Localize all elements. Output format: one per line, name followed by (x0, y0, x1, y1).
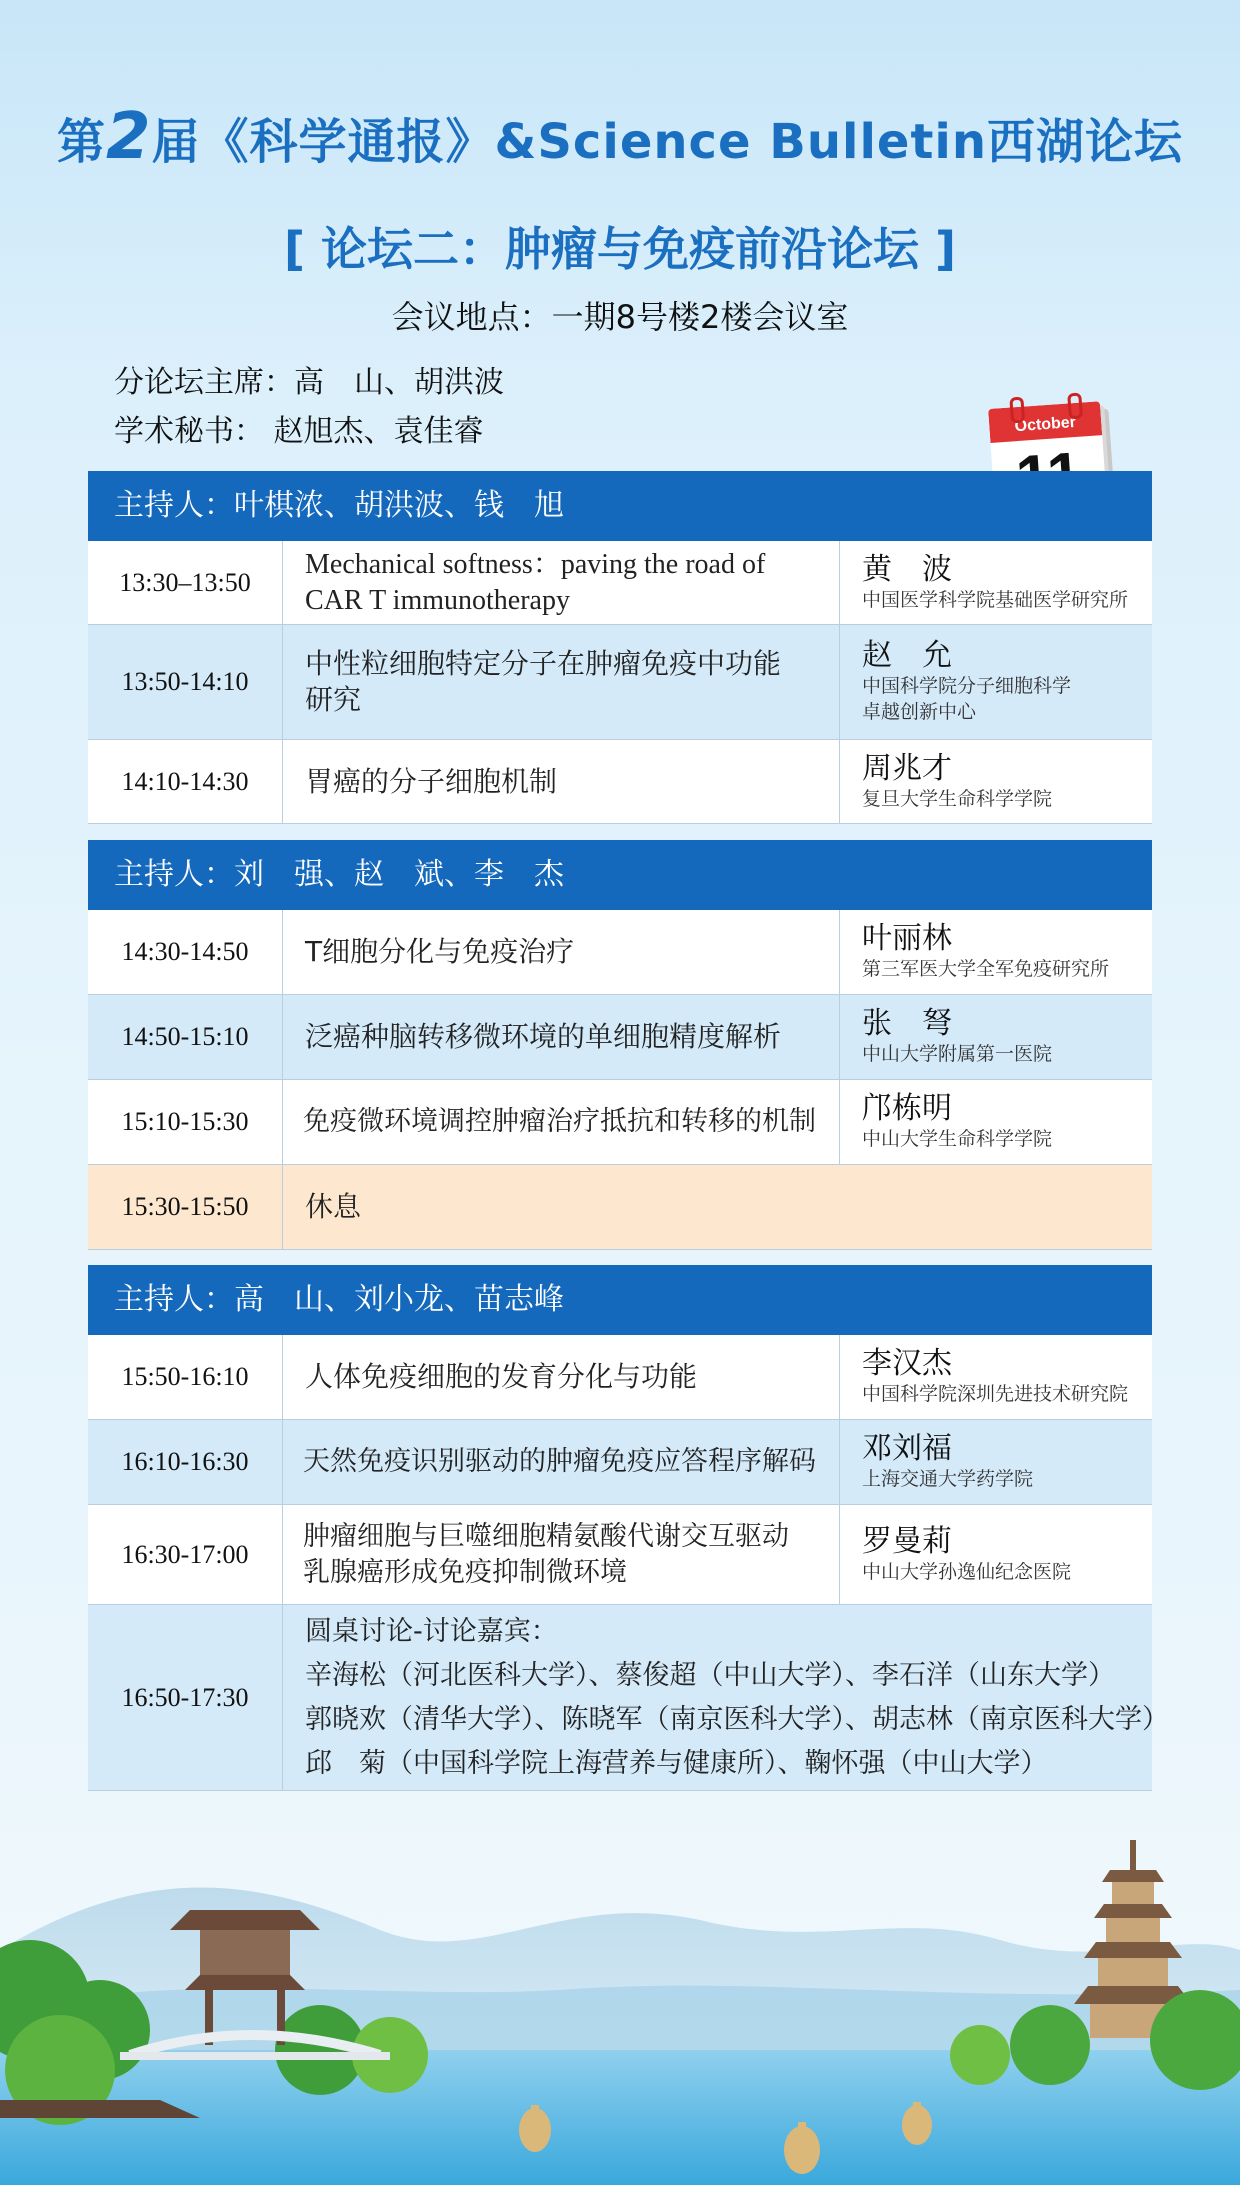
talk-time: 14:50-15:10 (88, 995, 283, 1079)
roundtable-guests-line: 邱 菊（中国科学院上海营养与健康所）、鞠怀强（中山大学） (305, 1747, 1048, 1779)
table-row (88, 1505, 1152, 1605)
talk-speaker (840, 1080, 1152, 1164)
session-host: 主持人：刘 强、赵 斌、李 杰 (88, 840, 1152, 910)
talk-topic: Mechanical softness：paving the road of CAR T immunotherapy (283, 541, 840, 624)
break-time: 15:30-15:50 (88, 1165, 283, 1249)
table-row (88, 1335, 1152, 1420)
table-row (88, 740, 1152, 824)
talk-topic: 免疫微环境调控肿瘤治疗抵抗和转移的机制 (283, 1080, 840, 1164)
roundtable-time: 16:50-17:30 (88, 1605, 283, 1790)
talk-time: 13:30–13:50 (88, 541, 283, 624)
talk-topic: 肿瘤细胞与巨噬细胞精氨酸代谢交互驱动 乳腺癌形成免疫抑制微环境 (283, 1505, 840, 1604)
table-row (88, 995, 1152, 1080)
speaker-affiliation: 中国科学院分子细胞科学 (862, 675, 1072, 697)
talk-speaker (840, 1420, 1152, 1504)
forum-title: 第2届《科学通报》&Science Bulletin西湖论坛 (56, 100, 1184, 174)
talk-speaker (840, 1505, 1152, 1604)
table-row (88, 1420, 1152, 1505)
sub-forum-title: [ 论坛二：肿瘤与免疫前沿论坛 ] (283, 222, 957, 276)
speaker-affiliation: 中国医学科学院基础医学研究所 (862, 588, 1129, 611)
edition-number: 2 (105, 100, 152, 174)
talk-speaker (840, 995, 1152, 1079)
speaker-affiliation: 上海交通大学药学院 (862, 1468, 1034, 1490)
forum-chair-text: 分论坛主席：高 山、胡洪波 (114, 365, 504, 400)
roundtable-row (88, 1605, 1169, 1791)
talk-time: 14:10-14:30 (88, 740, 283, 823)
talk-topic: 中性粒细胞特定分子在肿瘤免疫中功能 研究 (283, 625, 840, 739)
speaker-name: 周兆才 (862, 750, 952, 786)
session-3 (88, 1265, 1169, 1791)
session-1 (88, 471, 1152, 824)
west-lake-scenery-illustration (0, 1800, 1240, 2185)
speaker-name: 叶丽林 (862, 921, 952, 956)
speaker-name: 邝栋明 (862, 1091, 952, 1126)
speaker-name: 黄 波 (862, 551, 952, 587)
break-label: 休息 (305, 1190, 362, 1223)
speaker-affiliation: 卓越创新中心 (862, 701, 977, 723)
talk-speaker (840, 541, 1152, 624)
talk-time: 15:50-16:10 (88, 1335, 283, 1419)
talk-time: 15:10-15:30 (88, 1080, 283, 1164)
speaker-name: 李汉杰 (862, 1346, 952, 1381)
table-row (88, 910, 1152, 995)
talk-speaker (840, 910, 1152, 994)
talk-speaker (840, 625, 1152, 739)
roundtable-guests-line: 辛海松（河北医科大学）、蔡俊超（中山大学）、李石洋（山东大学） (305, 1659, 1115, 1691)
talk-topic: 人体免疫细胞的发育分化与功能 (283, 1335, 840, 1419)
speaker-name: 罗曼莉 (862, 1523, 952, 1559)
talk-topic: 天然免疫识别驱动的肿瘤免疫应答程序解码 (283, 1420, 840, 1504)
talk-time: 16:30-17:00 (88, 1505, 283, 1604)
speaker-name: 邓刘福 (862, 1431, 952, 1466)
speaker-affiliation: 中山大学生命科学学院 (862, 1128, 1053, 1150)
session-host: 主持人：叶棋浓、胡洪波、钱 旭 (88, 471, 1152, 541)
session-2 (88, 840, 1152, 1250)
speaker-affiliation: 中山大学孙逸仙纪念医院 (862, 1560, 1072, 1583)
talk-topic: 泛癌种脑转移微环境的单细胞精度解析 (283, 995, 840, 1079)
speaker-affiliation: 中山大学附属第一医院 (862, 1043, 1053, 1065)
roundtable-title: 圆桌讨论-讨论嘉宾： (305, 1615, 558, 1647)
table-row (88, 541, 1152, 625)
speaker-name: 赵 允 (862, 638, 952, 673)
talk-time: 16:10-16:30 (88, 1420, 283, 1504)
speaker-name: 张 弩 (862, 1006, 952, 1041)
talk-time: 13:50-14:10 (88, 625, 283, 739)
break-row (88, 1165, 1152, 1250)
talk-topic: 胃癌的分子细胞机制 (283, 740, 840, 823)
talk-topic: T细胞分化与免疫治疗 (283, 910, 840, 994)
roundtable-guests-line: 郭晓欢（清华大学）、陈晓军（南京医科大学）、胡志林（南京医科大学） (305, 1703, 1169, 1735)
talk-time: 14:30-14:50 (88, 910, 283, 994)
speaker-affiliation: 中国科学院深圳先进技术研究院 (862, 1383, 1129, 1405)
talk-speaker (840, 740, 1152, 823)
session-host: 主持人：高 山、刘小龙、苗志峰 (88, 1265, 1152, 1335)
talk-speaker (840, 1335, 1152, 1419)
speaker-affiliation: 第三军医大学全军免疫研究所 (862, 958, 1110, 980)
venue-text: 会议地点：一期8号楼2楼会议室 (391, 298, 849, 336)
speaker-affiliation: 复旦大学生命科学学院 (862, 787, 1053, 810)
table-row (88, 625, 1152, 740)
calendar-month: October (988, 401, 1102, 443)
secretary-text: 学术秘书： 赵旭杰、袁佳睿 (114, 414, 484, 449)
roundtable-guests (283, 1605, 1169, 1790)
table-row (88, 1080, 1152, 1165)
